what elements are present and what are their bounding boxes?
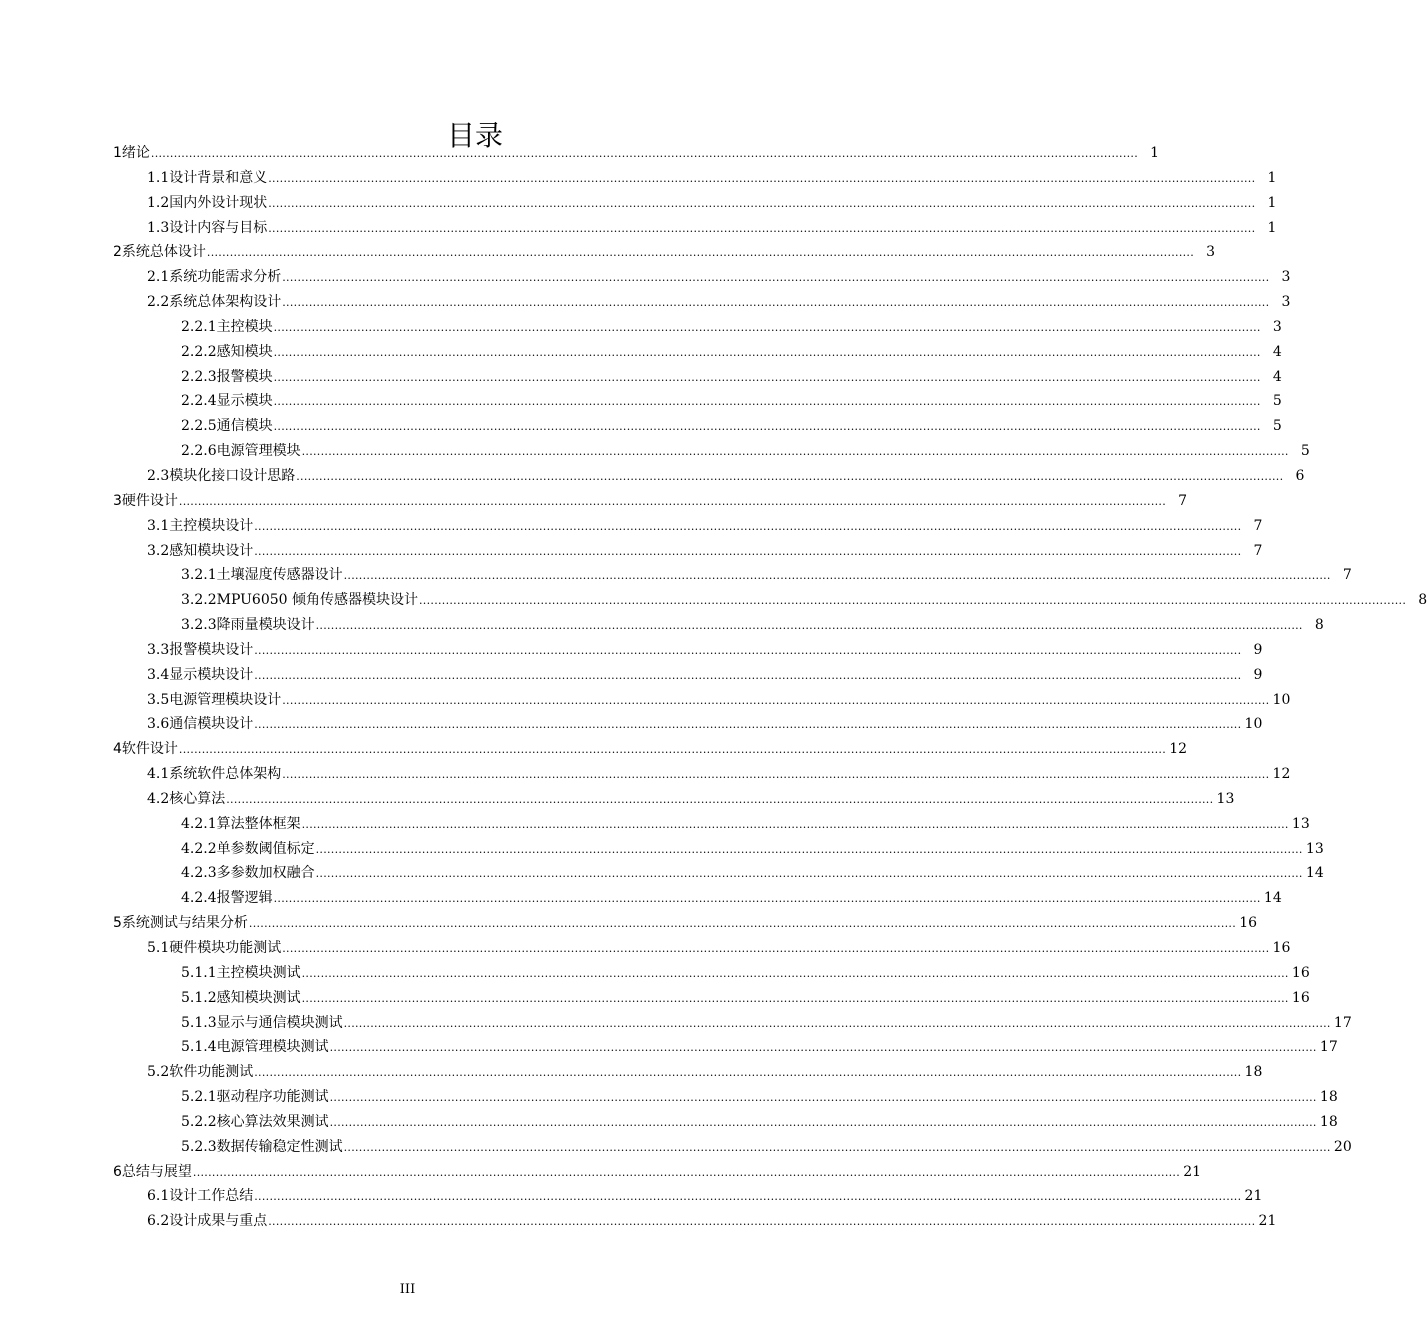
toc-entry-page: 16	[1239, 915, 1258, 932]
toc-entry-number: 3.4	[147, 666, 170, 683]
toc-entry-number: 5.1	[147, 940, 170, 956]
toc-entry[interactable]	[0, 837, 1324, 862]
toc-dot-leader: ....................................................................................................................................................................................................................................................................	[248, 917, 1237, 931]
toc-entry-page: 7	[1178, 492, 1188, 509]
toc-entry-number: 4.2.4	[181, 890, 217, 907]
toc-dot-leader: ....................................................................................................................................................................................................................................................................	[273, 345, 1261, 359]
toc-entry-title: 感知模块	[216, 343, 273, 360]
toc-entry-title: 显示模块设计	[169, 666, 254, 683]
toc-entry-title: 模块化接口设计思路	[169, 467, 296, 484]
toc-entry[interactable]	[0, 936, 1291, 961]
toc-entry-page: 20	[1333, 1138, 1352, 1155]
toc-entry-number: 3.3	[147, 641, 170, 658]
toc-dot-leader: ....................................................................................................................................................................................................................................................................	[315, 619, 1303, 633]
toc-entry-page: 10	[1272, 691, 1291, 708]
toc-entry-page: 7	[1342, 567, 1352, 584]
toc-entry-title: 主控模块设计	[169, 517, 254, 534]
toc-dot-leader: ....................................................................................................................................................................................................................................................................	[268, 221, 1256, 235]
footer-page-number: III	[399, 1282, 416, 1297]
toc-entry-title: 设计工作总结	[169, 1188, 254, 1205]
toc-entry[interactable]	[0, 365, 1282, 390]
toc-entry[interactable]	[0, 563, 1352, 588]
toc-entry-number: 3.2.3	[181, 617, 217, 634]
toc-entry-number: 6	[113, 1163, 122, 1180]
toc-entry-title: 核心算法	[169, 790, 226, 807]
toc-entry-number: 6.2	[147, 1213, 170, 1230]
toc-entry-number: 2.2.4	[181, 393, 217, 410]
toc-entry-number: 5.2.1	[181, 1089, 217, 1106]
toc-entry-page: 5	[1272, 393, 1282, 410]
toc-entry[interactable]	[0, 439, 1310, 464]
toc-dot-leader: ....................................................................................................................................................................................................................................................................	[273, 320, 1261, 334]
toc-entry-number: 4.2.2	[181, 840, 217, 857]
toc-entry-number: 4.2.1	[181, 815, 217, 832]
toc-entry[interactable]	[0, 216, 1277, 241]
toc-dot-leader: ....................................................................................................................................................................................................................................................................	[254, 544, 1242, 558]
toc-entry-title: 设计成果与重点	[169, 1213, 268, 1230]
toc-entry-number: 5.1.3	[181, 1014, 217, 1031]
toc-entry-page: 17	[1333, 1014, 1352, 1031]
toc-entry-title: 软件功能测试	[169, 1064, 254, 1081]
toc-entry-title: 土壤湿度传感器设计	[216, 567, 343, 584]
toc-dot-leader: ....................................................................................................................................................................................................................................................................	[329, 1041, 1317, 1055]
toc-dot-leader: ....................................................................................................................................................................................................................................................................	[254, 1190, 1242, 1204]
toc-entry-title: 多参数加权融合	[216, 865, 315, 882]
toc-dot-leader: ....................................................................................................................................................................................................................................................................	[254, 643, 1242, 657]
toc-entry-page: 21	[1244, 1188, 1263, 1205]
toc-entry-title: 电源管理模块设计	[169, 691, 282, 708]
toc-entry-page: 3	[1281, 294, 1291, 311]
toc-entry[interactable]	[0, 389, 1282, 414]
toc-entry-number: 5.2.2	[181, 1113, 217, 1130]
toc-entry-title: MPU6050 倾角传感器模块设计	[216, 592, 419, 609]
toc-dot-leader: ....................................................................................................................................................................................................................................................................	[150, 147, 1139, 160]
toc-dot-leader: ....................................................................................................................................................................................................................................................................	[343, 1140, 1331, 1154]
toc-entry-page: 8	[1314, 617, 1324, 634]
toc-entry-number: 2.2.6	[181, 443, 217, 460]
toc-dot-leader: ....................................................................................................................................................................................................................................................................	[206, 246, 1195, 260]
toc-entry-page: 9	[1253, 666, 1263, 683]
toc-dot-leader: ....................................................................................................................................................................................................................................................................	[329, 1115, 1317, 1129]
toc-entry-page: 3	[1272, 318, 1282, 335]
toc-entry-page: 8	[1418, 592, 1427, 609]
toc-entry-title: 感知模块测试	[216, 989, 301, 1006]
toc-dot-leader: ....................................................................................................................................................................................................................................................................	[273, 395, 1261, 409]
toc-entry[interactable]	[0, 613, 1324, 638]
toc-dot-leader: ....................................................................................................................................................................................................................................................................	[268, 196, 1256, 210]
toc-dot-leader: ....................................................................................................................................................................................................................................................................	[282, 942, 1270, 955]
toc-dot-leader: ....................................................................................................................................................................................................................................................................	[315, 867, 1303, 881]
toc-dot-leader: ....................................................................................................................................................................................................................................................................	[301, 445, 1289, 459]
toc-entry-page: 5	[1300, 443, 1310, 460]
page-title: 目录	[446, 118, 503, 152]
toc-entry-page: 18	[1319, 1089, 1338, 1106]
toc-entry-page: 9	[1253, 641, 1263, 658]
toc-entry-page: 10	[1244, 716, 1263, 733]
toc-entry-title: 硬件设计	[121, 492, 178, 509]
toc-entry-number: 2.2.1	[181, 318, 217, 335]
toc-entry-number: 3.2.2	[181, 592, 217, 609]
toc-entry-page: 5	[1272, 418, 1282, 435]
toc-entry-page: 1	[1267, 194, 1277, 211]
toc-entry-title: 报警逻辑	[216, 890, 273, 907]
toc-entry-title: 系统总体架构设计	[169, 294, 282, 311]
toc-entry[interactable]	[0, 265, 1291, 290]
toc-entry-number: 1.1	[147, 169, 170, 186]
toc-entry-title: 国内外设计现状	[169, 194, 268, 211]
toc-dot-leader: ....................................................................................................................................................................................................................................................................	[268, 1215, 1256, 1229]
toc-entry[interactable]	[0, 191, 1277, 216]
toc-entry[interactable]	[0, 1135, 1352, 1160]
toc-entry-number: 4.2.3	[181, 865, 217, 882]
toc-entry[interactable]	[0, 762, 1291, 787]
toc-entry-title: 显示模块	[216, 393, 273, 410]
table-of-contents	[0, 141, 1427, 1234]
toc-entry-page: 1	[1267, 219, 1277, 236]
toc-entry[interactable]	[0, 1035, 1338, 1060]
toc-entry-title: 电源管理模块测试	[216, 1039, 329, 1056]
toc-entry-title: 系统测试与结果分析	[121, 915, 248, 932]
toc-entry-number: 3	[113, 492, 122, 509]
toc-dot-leader: ....................................................................................................................................................................................................................................................................	[226, 792, 1214, 806]
toc-entry-title: 主控模块测试	[216, 964, 301, 981]
toc-dot-leader: ....................................................................................................................................................................................................................................................................	[343, 569, 1331, 583]
toc-entry[interactable]	[0, 787, 1235, 812]
toc-entry-title: 数据传输稳定性测试	[216, 1138, 343, 1155]
toc-entry-title: 算法整体框架	[216, 815, 301, 832]
toc-entry[interactable]	[0, 812, 1310, 837]
toc-dot-leader: ....................................................................................................................................................................................................................................................................	[268, 171, 1256, 185]
toc-entry[interactable]	[0, 340, 1282, 365]
toc-entry[interactable]	[0, 1209, 1277, 1234]
toc-entry-title: 系统总体设计	[121, 244, 206, 261]
toc-entry-page: 18	[1319, 1113, 1338, 1130]
toc-entry[interactable]	[0, 1085, 1338, 1110]
toc-dot-leader: ....................................................................................................................................................................................................................................................................	[419, 594, 1407, 608]
toc-entry-title: 主控模块	[216, 318, 273, 335]
toc-dot-leader: ....................................................................................................................................................................................................................................................................	[282, 296, 1270, 310]
toc-entry-number: 4	[113, 741, 122, 758]
toc-entry-title: 报警模块	[216, 368, 273, 385]
toc-dot-leader: ....................................................................................................................................................................................................................................................................	[273, 370, 1261, 384]
toc-entry-title: 绪论	[121, 145, 150, 161]
toc-entry-number: 1.2	[147, 194, 170, 211]
toc-entry[interactable]	[0, 166, 1277, 191]
toc-entry[interactable]	[0, 663, 1263, 688]
toc-entry-title: 硬件模块功能测试	[169, 940, 282, 956]
toc-entry-page: 12	[1169, 741, 1188, 758]
toc-entry[interactable]	[0, 911, 1258, 936]
toc-dot-leader: ....................................................................................................................................................................................................................................................................	[254, 1066, 1242, 1080]
toc-entry-number: 3.2	[147, 542, 170, 559]
toc-entry-page: 16	[1291, 964, 1310, 981]
toc-entry-page: 3	[1281, 269, 1291, 286]
toc-entry[interactable]	[0, 1184, 1263, 1209]
toc-entry-page: 16	[1272, 940, 1291, 956]
toc-entry-number: 2.3	[147, 467, 170, 484]
toc-entry-number: 2	[113, 244, 122, 261]
toc-entry[interactable]	[0, 737, 1188, 762]
toc-entry-title: 单参数阈值标定	[216, 840, 315, 857]
toc-entry-page: 13	[1291, 815, 1310, 832]
toc-entry-title: 设计背景和意义	[169, 169, 268, 186]
toc-dot-leader: ....................................................................................................................................................................................................................................................................	[178, 743, 1167, 757]
toc-entry[interactable]	[0, 141, 1160, 166]
toc-entry-number: 5.1.1	[181, 964, 217, 981]
toc-entry-title: 降雨量模块设计	[216, 617, 315, 634]
toc-entry-title: 报警模块设计	[169, 641, 254, 658]
toc-entry[interactable]	[0, 414, 1282, 439]
toc-entry[interactable]	[0, 1160, 1202, 1185]
toc-entry-title: 系统功能需求分析	[169, 269, 282, 286]
toc-entry[interactable]	[0, 290, 1291, 315]
toc-dot-leader: ....................................................................................................................................................................................................................................................................	[296, 469, 1284, 483]
toc-entry-title: 显示与通信模块测试	[216, 1014, 343, 1031]
toc-entry-number: 2.2.5	[181, 418, 217, 435]
toc-dot-leader: ....................................................................................................................................................................................................................................................................	[301, 991, 1289, 1005]
toc-entry-title: 总结与展望	[121, 1163, 192, 1180]
toc-entry[interactable]	[0, 1060, 1263, 1085]
toc-entry-number: 4.1	[147, 766, 170, 783]
toc-entry[interactable]	[0, 514, 1263, 539]
toc-dot-leader: ....................................................................................................................................................................................................................................................................	[273, 420, 1261, 434]
toc-dot-leader: ....................................................................................................................................................................................................................................................................	[254, 668, 1242, 682]
toc-entry-page: 7	[1253, 517, 1263, 534]
toc-entry[interactable]	[0, 464, 1305, 489]
toc-entry-page: 1	[1267, 169, 1277, 186]
toc-entry-number: 1.3	[147, 219, 170, 236]
toc-entry-number: 4.2	[147, 790, 170, 807]
toc-entry-page: 6	[1295, 467, 1305, 484]
toc-entry-page: 3	[1206, 244, 1216, 261]
toc-entry-title: 通信模块设计	[169, 716, 254, 733]
toc-entry-page: 21	[1183, 1163, 1202, 1180]
toc-entry-page: 4	[1272, 343, 1282, 360]
toc-dot-leader: ....................................................................................................................................................................................................................................................................	[315, 842, 1303, 856]
toc-entry-number: 2.1	[147, 269, 170, 286]
toc-entry[interactable]	[0, 489, 1188, 514]
toc-dot-leader: ....................................................................................................................................................................................................................................................................	[178, 494, 1167, 508]
toc-entry-number: 5.1.2	[181, 989, 217, 1006]
toc-entry-title: 驱动程序功能测试	[216, 1089, 329, 1106]
toc-entry-number: 5.1.4	[181, 1039, 217, 1056]
toc-entry-page: 14	[1263, 890, 1282, 907]
toc-entry-number: 3.5	[147, 691, 170, 708]
toc-dot-leader: ....................................................................................................................................................................................................................................................................	[273, 892, 1261, 906]
toc-entry[interactable]	[0, 539, 1263, 564]
toc-entry[interactable]	[0, 688, 1291, 713]
toc-entry[interactable]	[0, 588, 1427, 613]
toc-entry-page: 1	[1150, 145, 1160, 161]
toc-entry[interactable]	[0, 1011, 1352, 1036]
toc-entry-page: 14	[1305, 865, 1324, 882]
toc-entry-page: 21	[1258, 1213, 1277, 1230]
toc-dot-leader: ....................................................................................................................................................................................................................................................................	[254, 519, 1242, 533]
toc-entry-page: 18	[1244, 1064, 1263, 1081]
toc-dot-leader: ....................................................................................................................................................................................................................................................................	[301, 817, 1289, 831]
toc-entry-number: 3.1	[147, 517, 170, 534]
toc-dot-leader: ....................................................................................................................................................................................................................................................................	[282, 693, 1270, 707]
toc-entry-page: 12	[1272, 766, 1291, 783]
toc-entry-number: 2.2	[147, 294, 170, 311]
toc-entry-title: 核心算法效果测试	[216, 1113, 329, 1130]
toc-entry-title: 设计内容与目标	[169, 219, 268, 236]
toc-entry-number: 2.2.3	[181, 368, 217, 385]
toc-entry[interactable]	[0, 638, 1263, 663]
toc-entry-number: 6.1	[147, 1188, 170, 1205]
toc-entry-number: 3.6	[147, 716, 170, 733]
toc-dot-leader: ....................................................................................................................................................................................................................................................................	[282, 271, 1270, 285]
toc-entry-number: 5.2.3	[181, 1138, 217, 1155]
toc-entry-page: 13	[1305, 840, 1324, 857]
toc-entry-page: 7	[1253, 542, 1263, 559]
toc-entry-page: 4	[1272, 368, 1282, 385]
toc-dot-leader: ....................................................................................................................................................................................................................................................................	[329, 1091, 1317, 1105]
toc-dot-leader: ....................................................................................................................................................................................................................................................................	[254, 718, 1242, 732]
toc-entry-title: 电源管理模块	[216, 443, 301, 460]
toc-entry[interactable]	[0, 315, 1282, 340]
toc-entry[interactable]	[0, 886, 1282, 911]
toc-entry[interactable]	[0, 240, 1216, 265]
toc-entry-title: 感知模块设计	[169, 542, 254, 559]
toc-dot-leader: ....................................................................................................................................................................................................................................................................	[343, 1016, 1331, 1030]
toc-entry-number: 2.2.2	[181, 343, 217, 360]
toc-entry[interactable]	[0, 861, 1324, 886]
toc-dot-leader: ....................................................................................................................................................................................................................................................................	[192, 1165, 1181, 1179]
toc-entry[interactable]	[0, 961, 1310, 986]
toc-entry-number: 5.2	[147, 1064, 170, 1081]
toc-entry-number: 3.2.1	[181, 567, 217, 584]
toc-dot-leader: ....................................................................................................................................................................................................................................................................	[282, 768, 1270, 782]
toc-entry-page: 13	[1216, 790, 1235, 807]
toc-entry-title: 软件设计	[121, 741, 178, 758]
toc-entry[interactable]	[0, 712, 1263, 737]
toc-entry-title: 通信模块	[216, 418, 273, 435]
toc-dot-leader: ....................................................................................................................................................................................................................................................................	[301, 966, 1289, 980]
toc-entry[interactable]	[0, 986, 1310, 1011]
toc-entry-page: 17	[1319, 1039, 1338, 1056]
toc-entry-number: 1	[113, 145, 122, 161]
toc-entry[interactable]	[0, 1110, 1338, 1135]
toc-entry-title: 系统软件总体架构	[169, 766, 282, 783]
toc-entry-number: 5	[113, 915, 122, 932]
toc-entry-page: 16	[1291, 989, 1310, 1006]
